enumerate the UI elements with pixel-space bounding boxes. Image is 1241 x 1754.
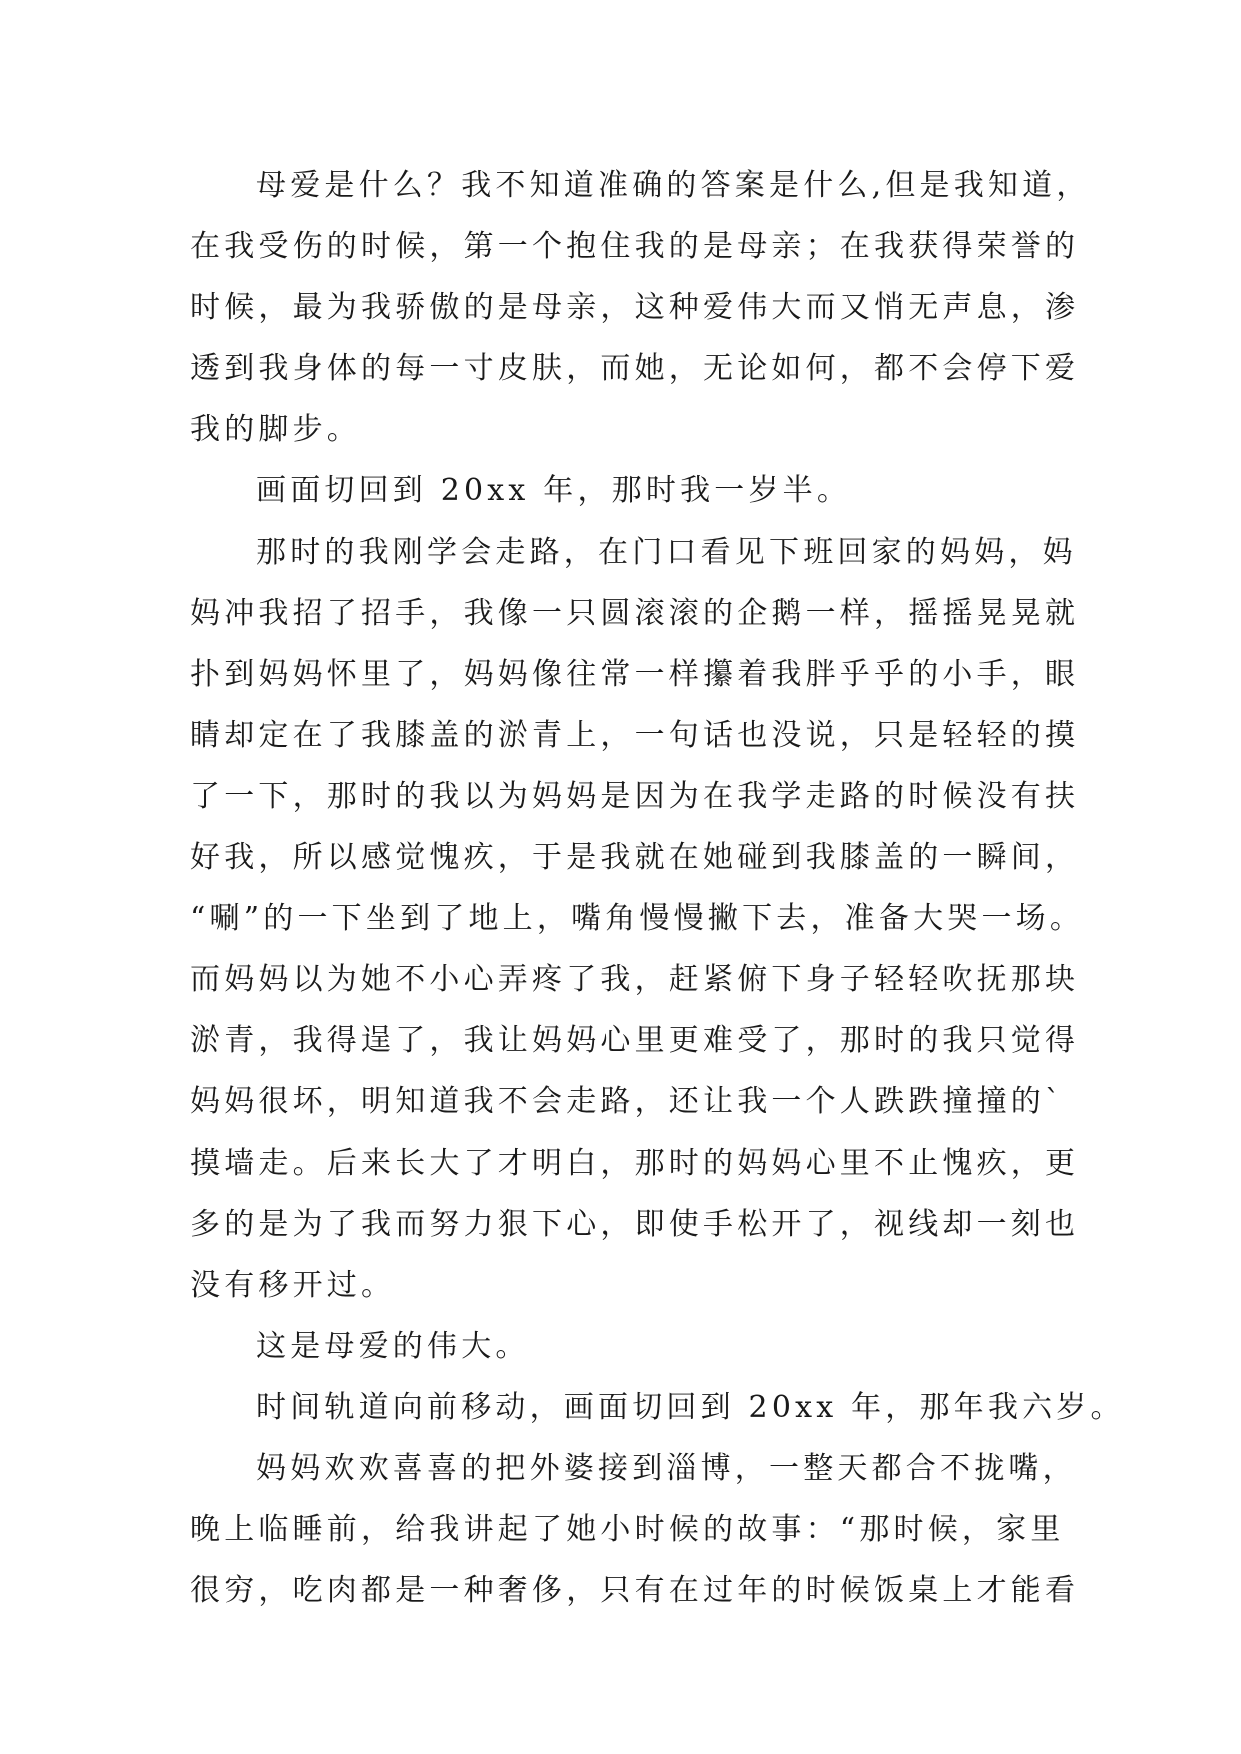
paragraph-3-line-12: 多的是为了我而努力狠下心，即使手松开了，视线却一刻也 [190, 1206, 1080, 1242]
paragraph-3-line-2: 妈冲我招了招手，我像一只圆滚滚的企鹅一样，摇摇晃晃就 [190, 595, 1080, 631]
paragraph-3-line-8: 而妈妈以为她不小心弄疼了我，赶紧俯下身子轻轻吹抚那块 [190, 962, 1080, 998]
paragraph-3-line-4: 睛却定在了我膝盖的淤青上，一句话也没说，只是轻轻的摸 [190, 717, 1080, 753]
paragraph-3-line-11: 摸墙走。后来长大了才明白，那时的妈妈心里不止愧疚，更 [190, 1145, 1080, 1181]
paragraph-6-line-3: 很穷，吃肉都是一种奢侈，只有在过年的时候饭桌上才能看 [190, 1573, 1080, 1609]
paragraph-5-line-1: 时间轨道向前移动，画面切回到 20xx 年，那年我六岁。 [256, 1389, 1125, 1425]
paragraph-3-line-10: 妈妈很坏，明知道我不会走路，还让我一个人跌跌撞撞的` [190, 1084, 1065, 1120]
paragraph-1-line-3: 时候，最为我骄傲的是母亲，这种爱伟大而又悄无声息，渗 [190, 290, 1080, 326]
paragraph-6-line-1: 妈妈欢欢喜喜的把外婆接到淄博，一整天都合不拢嘴， [256, 1450, 1077, 1486]
paragraph-2-line-1: 画面切回到 20xx 年，那时我一岁半。 [256, 473, 852, 509]
document-body [190, 155, 1125, 1621]
paragraph-1-line-1: 母爱是什么？我不知道准确的答案是什么,但是我知道， [256, 168, 1091, 203]
paragraph-3-line-3: 扑到妈妈怀里了，妈妈像往常一样攥着我胖乎乎的小手，眼 [190, 656, 1080, 692]
paragraph-4-line-1: 这是母爱的伟大。 [256, 1328, 530, 1364]
paragraph-6-line-2: 晚上临睡前，给我讲起了她小时候的故事：“那时候，家里 [190, 1512, 1065, 1548]
paragraph-1-line-5: 我的脚步。 [190, 412, 361, 448]
paragraph-3-line-5: 了一下，那时的我以为妈妈是因为在我学走路的时候没有扶 [190, 778, 1080, 814]
paragraph-3-line-13: 没有移开过。 [190, 1267, 396, 1303]
paragraph-3-line-7: “唰”的一下坐到了地上，嘴角慢慢撇下去，准备大哭一场。 [190, 901, 1085, 937]
paragraph-3-line-6: 好我，所以感觉愧疚，于是我就在她碰到我膝盖的一瞬间， [190, 840, 1080, 876]
paragraph-1-line-2: 在我受伤的时候，第一个抱住我的是母亲；在我获得荣誉的 [190, 229, 1080, 265]
paragraph-3-line-9: 淤青，我得逞了，我让妈妈心里更难受了，那时的我只觉得 [190, 1023, 1080, 1059]
paragraph-1-line-4: 透到我身体的每一寸皮肤，而她，无论如何，都不会停下爱 [190, 351, 1080, 387]
paragraph-3-line-1: 那时的我刚学会走路，在门口看见下班回家的妈妈，妈 [256, 534, 1077, 570]
